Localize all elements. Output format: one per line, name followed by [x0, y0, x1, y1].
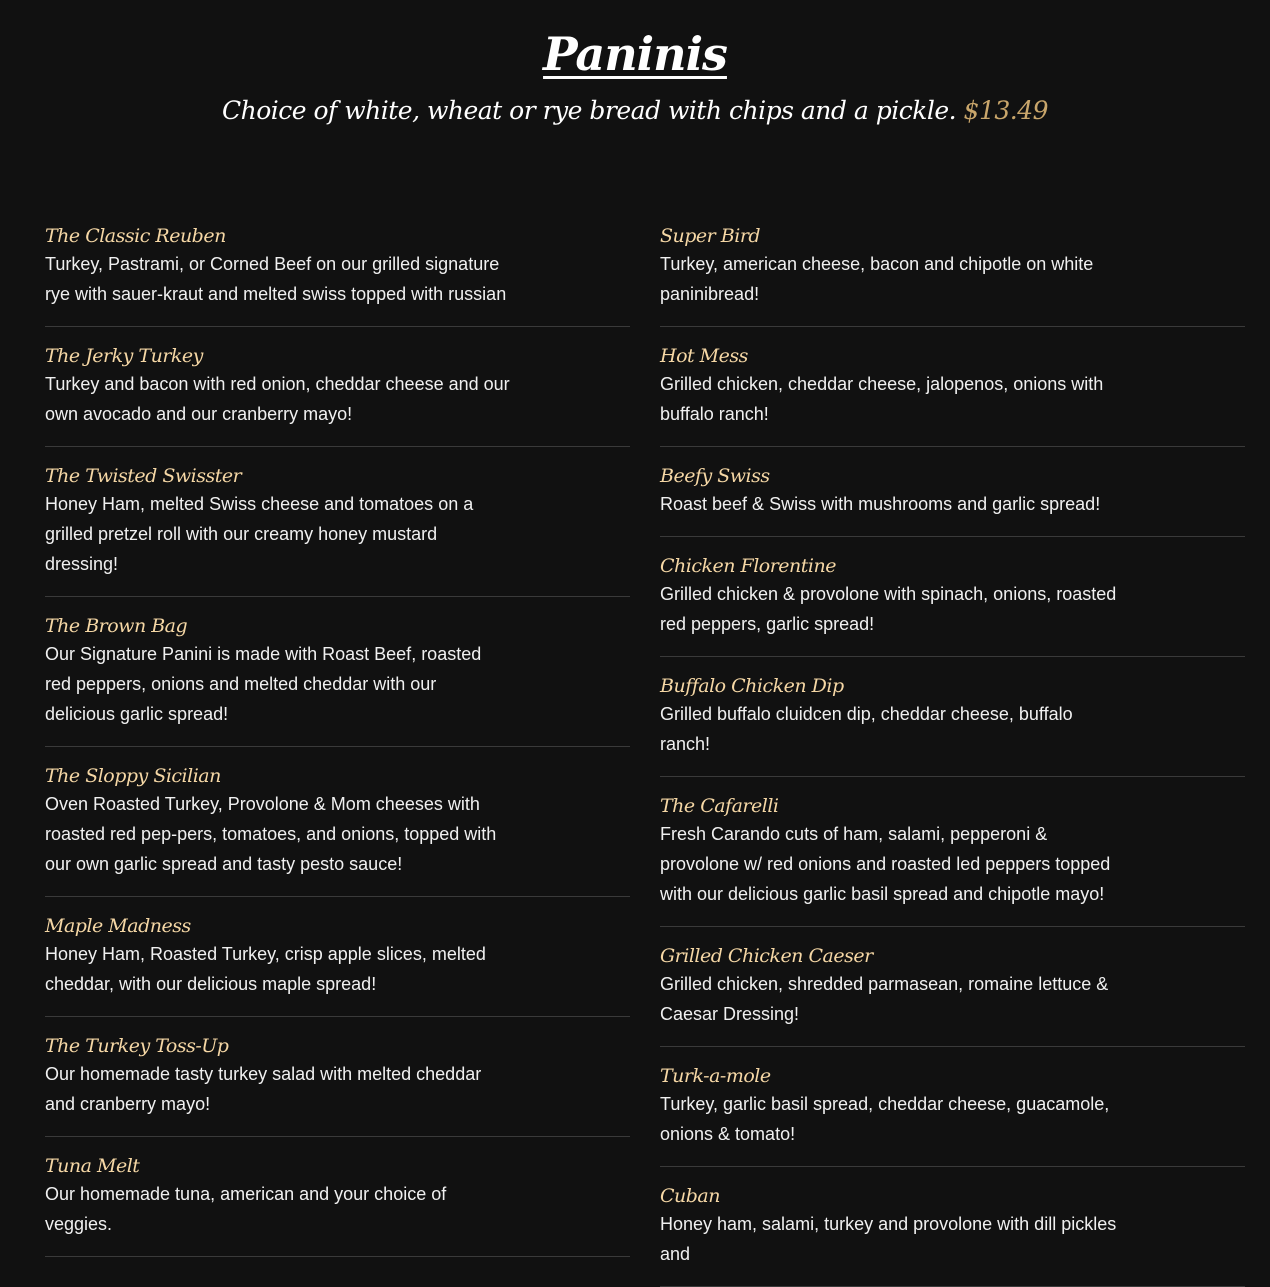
- item-description: Oven Roasted Turkey, Provolone & Mom cheeses with roasted red pep-pers, tomatoes, and onions, topped with our own garlic spread and tasty pesto sauce!: [45, 794, 497, 874]
- item-name: The Sloppy Sicilian: [45, 765, 221, 787]
- item-name: Hot Mess: [660, 345, 748, 367]
- item-name: Maple Madness: [45, 915, 191, 937]
- item-description: Grilled chicken & provolone with spinach, onions, roasted red peppers, garlic spread!: [660, 584, 1117, 634]
- item-name: Chicken Florentine: [660, 555, 836, 577]
- item-description: Turkey, Pastrami, or Corned Beef on our grilled signature rye with sauer-kraut and melted swiss topped with russian: [45, 254, 507, 304]
- item-description: Honey Ham, Roasted Turkey, crisp apple slices, melted cheddar, with our delicious maple spread!: [45, 944, 486, 994]
- menu-item: [660, 1167, 1245, 1287]
- menu-item: [660, 1047, 1245, 1167]
- page-title: Paninis: [543, 27, 727, 81]
- subtitle-text: Choice of white, wheat or rye bread with chips and a pickle.: [221, 96, 957, 125]
- menu-item: [45, 897, 630, 1017]
- menu-item: [660, 657, 1245, 777]
- item-description: Honey Ham, melted Swiss cheese and tomatoes on a grilled pretzel roll with our creamy honey mustard dressing!: [45, 494, 474, 574]
- menu-item: [660, 215, 1245, 327]
- item-description: Grilled buffalo cluidcen dip, cheddar cheese, buffalo ranch!: [660, 704, 1073, 754]
- item-name: Grilled Chicken Caeser: [660, 945, 873, 967]
- item-description: Our homemade tasty turkey salad with melted cheddar and cranberry mayo!: [45, 1064, 482, 1114]
- menu-item: [45, 327, 630, 447]
- menu-item: [45, 747, 630, 897]
- item-description: Turkey, garlic basil spread, cheddar cheese, guacamole, onions & tomato!: [660, 1094, 1110, 1144]
- item-name: Beefy Swiss: [660, 465, 770, 487]
- item-name: Turk-a-mole: [660, 1065, 771, 1087]
- item-description: Our homemade tuna, american and your choice of veggies.: [45, 1184, 447, 1234]
- item-description: Grilled chicken, cheddar cheese, jalopenos, onions with buffalo ranch!: [660, 374, 1104, 424]
- menu-item: [660, 537, 1245, 657]
- item-name: The Cafarelli: [660, 795, 779, 817]
- item-description: Roast beef & Swiss with mushrooms and garlic spread!: [660, 494, 1101, 514]
- menu-item: [660, 927, 1245, 1047]
- menu-item: [45, 1137, 630, 1257]
- menu-item: [660, 447, 1245, 537]
- item-name: Super Bird: [660, 225, 761, 247]
- menu-columns: [0, 180, 1270, 1264]
- item-name: The Jerky Turkey: [45, 345, 203, 367]
- menu-item: [45, 447, 630, 597]
- item-name: Buffalo Chicken Dip: [660, 675, 844, 697]
- right-menu-column: [660, 215, 1245, 1287]
- menu-item: [660, 327, 1245, 447]
- item-name: The Turkey Toss-Up: [45, 1035, 229, 1057]
- menu-item: [45, 597, 630, 747]
- item-description: Turkey and bacon with red onion, cheddar cheese and our own avocado and our cranberry mayo!: [45, 374, 510, 424]
- item-description: Honey ham, salami, turkey and provolone with dill pickles and: [660, 1214, 1117, 1264]
- item-name: The Classic Reuben: [45, 225, 226, 247]
- item-name: Tuna Melt: [45, 1155, 140, 1177]
- price-label: $13.49: [963, 96, 1049, 125]
- item-description: Grilled chicken, shredded parmasean, romaine lettuce & Caesar Dressing!: [660, 974, 1109, 1024]
- item-name: The Twisted Swisster: [45, 465, 242, 487]
- item-description: Fresh Carando cuts of ham, salami, pepperoni & provolone w/ red onions and roasted led peppers topped with our delicious garlic basil spread and chipotle mayo!: [660, 824, 1111, 904]
- menu-subtitle: [0, 96, 1270, 125]
- item-name: The Brown Bag: [45, 615, 188, 637]
- item-description: Turkey, american cheese, bacon and chipotle on white paninibread!: [660, 254, 1094, 304]
- left-menu-column: [45, 215, 630, 1257]
- item-name: Cuban: [660, 1185, 721, 1207]
- menu-item: [45, 215, 630, 327]
- item-description: Our Signature Panini is made with Roast Beef, roasted red peppers, onions and melted cheddar with our delicious garlic spread!: [45, 644, 482, 724]
- menu-item: [45, 1017, 630, 1137]
- menu-item: [660, 777, 1245, 927]
- menu-header: [0, 0, 1270, 180]
